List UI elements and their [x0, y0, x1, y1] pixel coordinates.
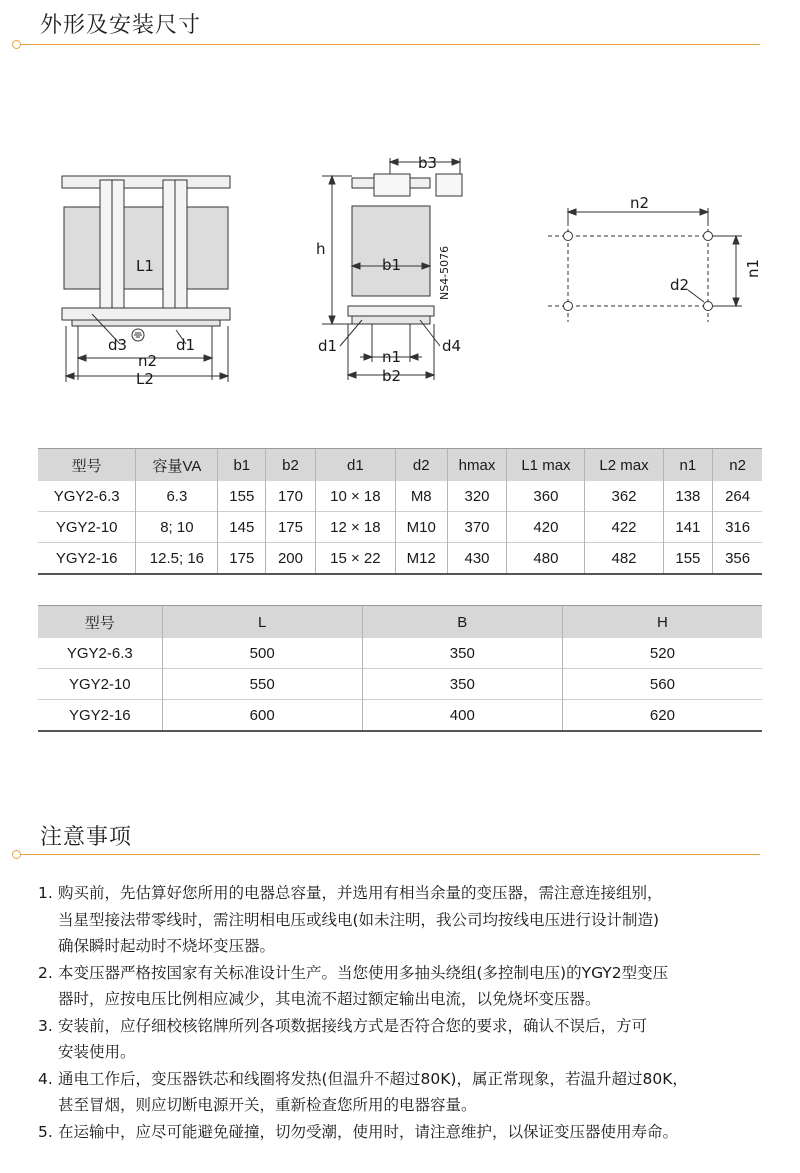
header-cell: L2 max — [585, 449, 663, 482]
header-cell: L — [162, 606, 362, 639]
label-d4: d4 — [442, 337, 462, 355]
header-cell: n2 — [713, 449, 762, 482]
note-number: 4. — [38, 1069, 53, 1088]
table-cell: 10 × 18 — [315, 481, 395, 512]
header-cell: 型号 — [38, 606, 162, 639]
header-cell: 容量VA — [136, 449, 218, 482]
table-cell: M10 — [395, 512, 447, 543]
note-line: 通电工作后，变压器铁芯和线圈将发热(但温升不超过80K)，属正常现象，若温升超过80K， — [58, 1069, 688, 1088]
table-cell: 370 — [447, 512, 507, 543]
table-cell: 430 — [447, 543, 507, 575]
table-cell: 316 — [713, 512, 762, 543]
table-cell: M12 — [395, 543, 447, 575]
header-cell: H — [562, 606, 762, 639]
table-cell: 350 — [362, 669, 562, 700]
label-b2: b2 — [382, 367, 402, 385]
label-hole-d2: d2 — [670, 276, 690, 294]
table-cell: YGY2-16 — [38, 543, 136, 575]
note-number: 3. — [38, 1016, 53, 1035]
table-cell: YGY2-10 — [38, 669, 162, 700]
table-cell: 480 — [507, 543, 585, 575]
table-cell: 550 — [162, 669, 362, 700]
table-cell: 15 × 22 — [315, 543, 395, 575]
label-front-n2: n2 — [138, 352, 158, 370]
list-item — [38, 1119, 788, 1146]
section-divider — [16, 854, 760, 855]
note-line: 确保瞬时起动时不烧坏变压器。 — [58, 937, 276, 955]
table-cell: 600 — [162, 700, 362, 732]
table-cell: 12 × 18 — [315, 512, 395, 543]
header-cell: hmax — [447, 449, 507, 482]
table-cell: YGY2-6.3 — [53, 487, 120, 505]
header-cell: 型号 — [38, 449, 136, 482]
table-cell: YGY2-6.3 — [66, 644, 133, 662]
table-cell: 12.5; 16 — [136, 543, 218, 575]
table-cell: 138 — [663, 481, 713, 512]
table-cell: 170 — [266, 481, 316, 512]
label-L2: L2 — [136, 370, 154, 388]
divider-dot-icon — [12, 850, 21, 859]
table-cell: 264 — [713, 481, 762, 512]
header-cell: b1 — [218, 449, 266, 482]
table-cell: M8 — [395, 481, 447, 512]
divider-dot-icon — [12, 40, 21, 49]
table-cell: 520 — [562, 638, 762, 669]
table-cell: 200 — [266, 543, 316, 575]
table-cell: YGY2-16 — [38, 700, 162, 732]
table-header-row — [38, 449, 762, 482]
table-cell: 560 — [562, 669, 762, 700]
table-cell: 175 — [266, 512, 316, 543]
note-line: 当星型接法带零线时，需注明相电压或线电(如未注明，我公司均按线电压进行设计制造) — [58, 910, 660, 929]
label-hole-n2: n2 — [630, 194, 650, 212]
list-item — [38, 880, 788, 960]
table-cell: 141 — [663, 512, 713, 543]
table-cell: 320 — [447, 481, 507, 512]
header-cell: n1 — [663, 449, 713, 482]
header-cell: d2 — [395, 449, 447, 482]
header-cell: L1 max — [507, 449, 585, 482]
table-cell: 175 — [218, 543, 266, 575]
table-cell: 350 — [362, 638, 562, 669]
label-side-d1: d1 — [318, 337, 338, 355]
table-row — [38, 543, 762, 575]
table-row — [38, 512, 762, 543]
table-cell: 422 — [585, 512, 663, 543]
list-item — [38, 960, 788, 1013]
table-cell: 6.3 — [136, 481, 218, 512]
note-number: 1. — [38, 884, 53, 902]
table-cell: 500 — [162, 638, 362, 669]
note-line: 购买前，先估算好您所用的电器总容量，并选用有相当余量的变压器，需注意连接组别， — [58, 884, 663, 902]
table-row — [38, 669, 762, 700]
table-cell: 400 — [362, 700, 562, 732]
table-cell: YGY2-10 — [38, 512, 136, 543]
section-title-dimensions: 外形及安装尺寸 — [40, 13, 202, 38]
label-model-mark: NS4-5076 — [438, 245, 451, 300]
spec-table — [38, 448, 762, 575]
section-divider — [16, 44, 760, 45]
notes-list — [38, 880, 788, 1145]
note-line: 安装使用。 — [58, 1043, 136, 1061]
table-cell: 620 — [562, 700, 762, 732]
label-L1: L1 — [136, 257, 154, 275]
list-item — [38, 1066, 788, 1119]
dimension-table — [38, 605, 762, 732]
note-line: 器时，应按电压比例相应减少，其电流不超过额定输出电流，以免烧坏变压器。 — [58, 990, 601, 1008]
note-number: 5. — [38, 1122, 53, 1141]
header-cell: d1 — [315, 449, 395, 482]
label-h: h — [316, 240, 326, 258]
table-cell: 8; 10 — [136, 512, 218, 543]
table-row — [38, 638, 762, 669]
table-cell: 356 — [713, 543, 762, 575]
label-d3: d3 — [108, 336, 128, 354]
note-number: 2. — [38, 963, 53, 982]
list-item — [38, 1013, 788, 1066]
table-row — [38, 481, 762, 512]
note-line: 本变压器严格按国家有关标准设计生产。当您使用多抽头绕组(多控制电压)的YGY2型变压 — [58, 963, 669, 982]
table-cell: 360 — [507, 481, 585, 512]
header-cell: B — [362, 606, 562, 639]
table-cell: 155 — [663, 543, 713, 575]
note-line: 在运输中，应尽可能避免碰撞，切勿受潮，使用时，请注意维护，以保证变压器使用寿命。 — [58, 1122, 679, 1141]
section-title-notes: 注意事项 — [40, 825, 133, 850]
table-cell: 420 — [507, 512, 585, 543]
table-header-row — [38, 606, 762, 639]
label-b3: b3 — [418, 154, 438, 172]
label-b1: b1 — [382, 256, 402, 274]
label-hole-n1: n1 — [744, 258, 762, 278]
table-row — [38, 700, 762, 732]
label-front-d1: d1 — [176, 336, 196, 354]
note-line: 安装前，应仔细校核铭牌所列各项数据接线方式是否符合您的要求，确认不误后，方可 — [58, 1016, 648, 1035]
note-line: 甚至冒烟，则应切断电源开关，重新检查您所用的电器容量。 — [58, 1096, 477, 1114]
table-cell: 145 — [218, 512, 266, 543]
dimension-drawing — [0, 130, 800, 400]
header-cell: b2 — [266, 449, 316, 482]
table-cell: 155 — [218, 481, 266, 512]
table-cell: 362 — [585, 481, 663, 512]
label-n1: n1 — [382, 348, 402, 366]
table-cell: 482 — [585, 543, 663, 575]
